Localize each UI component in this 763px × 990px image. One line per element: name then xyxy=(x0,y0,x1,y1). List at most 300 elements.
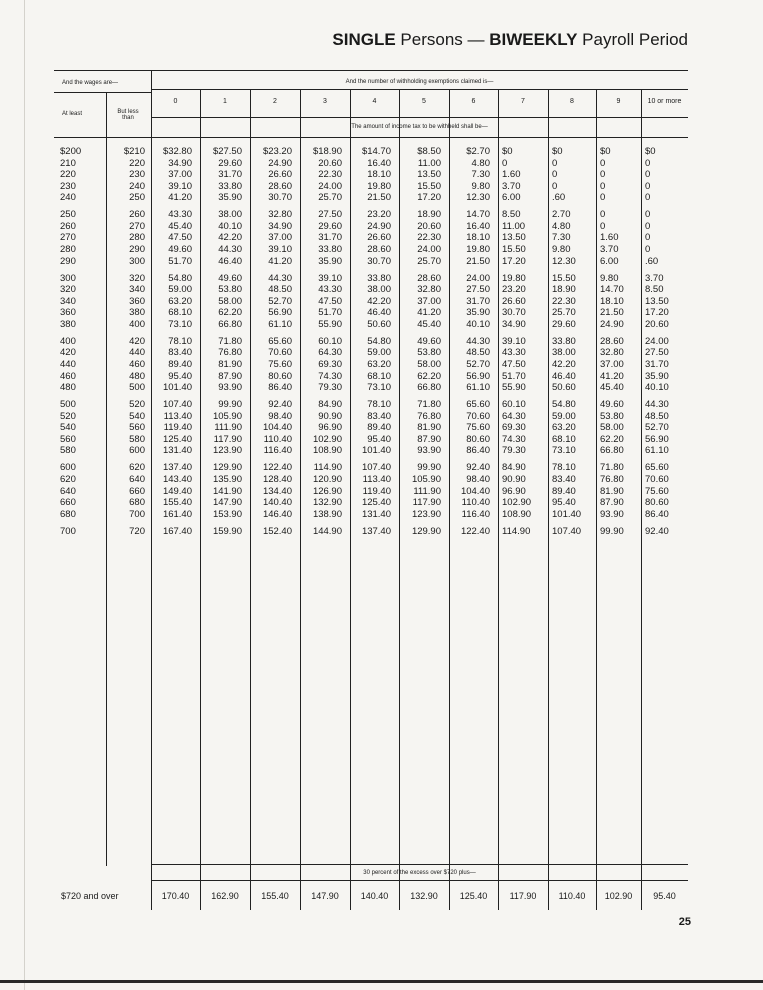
exemption-column-number: 1 xyxy=(223,98,227,105)
table-cell: 93.90 xyxy=(417,445,441,457)
table-cell: 3.70 xyxy=(600,244,619,256)
table-cell: 260 xyxy=(60,220,76,232)
over-value-cell: 162.90 xyxy=(211,891,239,901)
table-cell: 9.80 xyxy=(471,180,490,192)
table-cell: 0 xyxy=(645,232,651,244)
table-cell: 111.90 xyxy=(413,485,441,497)
table-cell: 65.60 xyxy=(645,462,669,474)
table-cell: 87.90 xyxy=(218,370,242,382)
rule-column-divider xyxy=(498,89,499,910)
over-value-cell: 132.90 xyxy=(410,891,438,901)
table-cell: 149.40 xyxy=(162,485,192,497)
table-cell: 128.40 xyxy=(262,473,292,485)
table-cell: 43.30 xyxy=(318,284,342,296)
table-cell: 79.30 xyxy=(502,445,526,457)
table-cell: 11.00 xyxy=(417,157,441,169)
table-cell: 146.40 xyxy=(262,508,292,520)
table-cell: 600 xyxy=(129,445,145,457)
exemption-column-number: 6 xyxy=(471,98,476,105)
table-cell: 260 xyxy=(129,209,145,221)
table-cell: 41.20 xyxy=(168,192,192,204)
table-cell: 0 xyxy=(645,169,651,181)
table-cell: 540 xyxy=(60,422,76,434)
table-cell: 460 xyxy=(129,358,145,370)
exemption-column-number: 4 xyxy=(372,98,377,105)
table-cell: 87.90 xyxy=(600,497,624,509)
table-cell: 43.30 xyxy=(168,209,192,221)
table-cell: 27.50 xyxy=(466,284,490,296)
table-cell: 61.10 xyxy=(466,382,490,394)
table-cell: 16.40 xyxy=(466,220,490,232)
table-cell: 46.40 xyxy=(367,307,391,319)
amount-withheld-header: The amount of income tax to be withheld shall be— xyxy=(351,124,488,130)
table-cell: 90.90 xyxy=(502,473,526,485)
table-cell: 39.10 xyxy=(318,272,342,284)
table-cell: 99.90 xyxy=(218,399,242,411)
table-cell: 7.30 xyxy=(552,232,571,244)
table-cell: 31.70 xyxy=(466,295,490,307)
rule-wages-divider xyxy=(106,92,107,866)
table-cell: 480 xyxy=(129,370,145,382)
table-cell: 42.20 xyxy=(367,295,391,307)
table-cell: 95.40 xyxy=(168,370,192,382)
table-cell: 30.70 xyxy=(367,255,391,267)
table-cell: 75.60 xyxy=(645,485,669,497)
table-cell: 250 xyxy=(129,192,145,204)
table-cell: 59.00 xyxy=(367,347,391,359)
table-cell: 240 xyxy=(60,192,76,204)
exemption-column-number: 3 xyxy=(323,98,327,105)
table-cell: 53.80 xyxy=(218,284,242,296)
table-cell: 49.60 xyxy=(417,335,441,347)
excess-note: 30 percent of the excess over $720 plus— xyxy=(363,870,476,876)
table-cell: 680 xyxy=(60,508,76,520)
table-cell: 230 xyxy=(60,180,76,192)
exemption-column-number: 9 xyxy=(616,98,621,105)
table-cell: 159.90 xyxy=(212,525,242,537)
rule-column-divider xyxy=(399,89,400,910)
table-cell: 300 xyxy=(60,272,76,284)
table-cell: 16.40 xyxy=(367,157,391,169)
table-cell: 35.90 xyxy=(218,192,242,204)
table-cell: 0 xyxy=(600,180,606,192)
table-cell: 17.20 xyxy=(502,255,526,267)
table-cell: 78.10 xyxy=(168,335,192,347)
table-cell: 0 xyxy=(552,169,558,181)
table-cell: 400 xyxy=(60,335,76,347)
table-cell: 80.60 xyxy=(268,370,292,382)
table-cell: 8.50 xyxy=(645,284,664,296)
table-cell: 89.40 xyxy=(367,422,391,434)
table-cell: 31.70 xyxy=(645,358,669,370)
table-cell: 47.50 xyxy=(318,295,342,307)
table-cell: 300 xyxy=(129,255,145,267)
table-cell: 105.90 xyxy=(411,473,441,485)
table-cell: 101.40 xyxy=(162,382,192,394)
table-cell: 620 xyxy=(60,473,76,485)
over-label: $720 and over xyxy=(61,891,119,901)
table-cell: 86.40 xyxy=(268,382,292,394)
scan-edge xyxy=(24,0,25,990)
exemption-column-number: 8 xyxy=(570,98,574,105)
table-cell: 135.90 xyxy=(212,473,242,485)
table-cell: 35.90 xyxy=(466,307,490,319)
table-cell: 111.90 xyxy=(214,422,242,434)
table-cell: 39.10 xyxy=(168,180,192,192)
table-cell: 210 xyxy=(60,157,76,169)
table-cell: 220 xyxy=(60,169,76,181)
table-cell: 33.80 xyxy=(367,272,391,284)
table-cell: 48.50 xyxy=(645,410,669,422)
table-cell: 78.10 xyxy=(552,462,576,474)
table-cell: 37.00 xyxy=(600,358,624,370)
table-cell: 23.20 xyxy=(502,284,526,296)
table-cell: 520 xyxy=(60,410,76,422)
table-cell: 24.90 xyxy=(367,220,391,232)
table-cell: 98.40 xyxy=(268,410,292,422)
table-cell: 58.00 xyxy=(600,422,624,434)
table-cell: 137.40 xyxy=(361,525,391,537)
table-cell: 11.00 xyxy=(502,220,526,232)
table-cell: 0 xyxy=(645,209,651,221)
column-exemptions-6 xyxy=(453,146,490,537)
table-cell: 93.90 xyxy=(218,382,242,394)
table-cell: 22.30 xyxy=(417,232,441,244)
table-cell: 126.90 xyxy=(312,485,342,497)
table-cell: 0 xyxy=(502,157,508,169)
table-cell: 64.30 xyxy=(318,347,342,359)
table-cell: 290 xyxy=(60,255,76,267)
table-cell: 117.90 xyxy=(213,433,242,445)
table-cell: 29.60 xyxy=(218,157,242,169)
table-cell: $23.20 xyxy=(262,146,292,157)
table-cell: 30.70 xyxy=(268,192,292,204)
table-cell: 12.30 xyxy=(466,192,490,204)
table-cell: 56.90 xyxy=(268,307,292,319)
table-cell: 18.10 xyxy=(367,169,391,181)
at-least-header: At least xyxy=(62,111,83,117)
table-cell: 29.60 xyxy=(552,318,576,330)
over-value-cell: 147.90 xyxy=(311,891,339,901)
table-cell: 32.80 xyxy=(268,209,292,221)
table-cell: 15.50 xyxy=(417,180,441,192)
table-cell: 55.90 xyxy=(318,318,342,330)
table-cell: 660 xyxy=(60,497,76,509)
table-cell: 98.40 xyxy=(466,473,490,485)
table-cell: 104.40 xyxy=(460,485,490,497)
table-cell: 0 xyxy=(645,192,651,204)
table-cell: 141.90 xyxy=(212,485,242,497)
table-cell: 640 xyxy=(60,485,76,497)
table-cell: 20.60 xyxy=(318,157,342,169)
table-cell: 37.00 xyxy=(417,295,441,307)
table-cell: 113.40 xyxy=(362,473,391,485)
column-but-less-than xyxy=(108,146,145,537)
table-cell: 108.90 xyxy=(312,445,342,457)
table-cell: 44.30 xyxy=(218,244,242,256)
table-cell: 102.90 xyxy=(502,497,532,509)
rule-under-column-numbers xyxy=(151,117,688,118)
table-cell: 95.40 xyxy=(367,433,391,445)
table-cell: 131.40 xyxy=(162,445,192,457)
table-cell: 23.20 xyxy=(367,209,391,221)
table-cell: 44.30 xyxy=(466,335,490,347)
table-cell: 83.40 xyxy=(367,410,391,422)
table-cell: 68.10 xyxy=(552,433,576,445)
table-cell: 30.70 xyxy=(502,307,526,319)
table-cell: .60 xyxy=(645,255,659,267)
table-cell: 140.40 xyxy=(262,497,292,509)
table-cell: 74.30 xyxy=(318,370,342,382)
table-cell: 66.80 xyxy=(417,382,441,394)
table-cell: 63.20 xyxy=(552,422,576,434)
rule-column-divider xyxy=(641,89,642,910)
table-cell: 460 xyxy=(60,370,76,382)
table-cell: 45.40 xyxy=(168,220,192,232)
table-cell: $8.50 xyxy=(417,146,441,157)
table-cell: 125.40 xyxy=(162,433,192,445)
table-cell: 19.80 xyxy=(502,272,526,284)
exemption-column-number: 0 xyxy=(173,98,178,105)
table-cell: 101.40 xyxy=(361,445,391,457)
table-cell: 47.50 xyxy=(168,232,192,244)
table-cell: 125.40 xyxy=(361,497,391,509)
table-cell: 320 xyxy=(129,272,145,284)
table-cell: 4.80 xyxy=(552,220,571,232)
page-title: SINGLE Persons — BIWEEKLY Payroll Period xyxy=(332,30,688,49)
table-cell: 25.70 xyxy=(318,192,342,204)
rule-over-mid xyxy=(151,880,688,881)
table-cell: 31.70 xyxy=(218,169,242,181)
table-cell: 24.00 xyxy=(466,272,490,284)
table-cell: 14.70 xyxy=(466,209,490,221)
table-cell: 49.60 xyxy=(168,244,192,256)
table-cell: $0 xyxy=(645,146,656,157)
table-cell: 48.50 xyxy=(466,347,490,359)
table-cell: 480 xyxy=(60,382,76,394)
table-cell: 58.00 xyxy=(218,295,242,307)
table-cell: 70.60 xyxy=(268,347,292,359)
table-cell: 110.40 xyxy=(461,497,490,509)
table-cell: 440 xyxy=(60,358,76,370)
table-cell: 320 xyxy=(60,284,76,296)
table-cell: 105.90 xyxy=(212,410,242,422)
table-cell: 25.70 xyxy=(552,307,576,319)
table-cell: 79.30 xyxy=(318,382,342,394)
table-cell: 61.10 xyxy=(268,318,292,330)
table-cell: 3.70 xyxy=(502,180,521,192)
table-cell: 33.80 xyxy=(552,335,576,347)
column-exemptions-1 xyxy=(204,146,242,537)
rule-column-divider xyxy=(449,89,450,910)
but-less-than-header: But less than xyxy=(117,109,139,121)
table-cell: 66.80 xyxy=(600,445,624,457)
table-cell: 62.20 xyxy=(218,307,242,319)
table-cell: 59.00 xyxy=(552,410,576,422)
table-cell: 42.20 xyxy=(218,232,242,244)
table-cell: 7.30 xyxy=(471,169,490,181)
over-value-cell: 95.40 xyxy=(653,891,676,901)
table-cell: 28.60 xyxy=(268,180,292,192)
table-cell: 138.90 xyxy=(312,508,342,520)
table-cell: 49.60 xyxy=(600,399,624,411)
table-cell: 13.50 xyxy=(645,295,669,307)
table-cell: 58.00 xyxy=(417,358,441,370)
table-cell: 0 xyxy=(645,244,651,256)
table-cell: 59.00 xyxy=(168,284,192,296)
table-cell: 110.40 xyxy=(263,433,292,445)
table-cell: 45.40 xyxy=(417,318,441,330)
table-cell: 84.90 xyxy=(502,462,526,474)
table-cell: 92.40 xyxy=(268,399,292,411)
table-cell: 51.70 xyxy=(168,255,192,267)
table-cell: 0 xyxy=(645,220,651,232)
table-cell: 51.70 xyxy=(318,307,342,319)
table-cell: 68.10 xyxy=(367,370,391,382)
table-cell: 114.90 xyxy=(313,462,342,474)
table-cell: 65.60 xyxy=(466,399,490,411)
table-cell: 31.70 xyxy=(318,232,342,244)
table-cell: 580 xyxy=(129,433,145,445)
table-cell: 700 xyxy=(129,508,145,520)
table-cell: 33.80 xyxy=(318,244,342,256)
table-cell: 43.30 xyxy=(502,347,526,359)
table-cell: 18.10 xyxy=(600,295,624,307)
table-cell: 620 xyxy=(129,462,145,474)
table-cell: 19.80 xyxy=(367,180,391,192)
table-cell: 24.90 xyxy=(600,318,624,330)
table-cell: 540 xyxy=(129,410,145,422)
rule-header-bottom xyxy=(54,137,688,138)
table-cell: 107.40 xyxy=(361,462,391,474)
column-exemptions-9 xyxy=(600,146,633,537)
table-cell: 61.10 xyxy=(645,445,669,457)
table-cell: 38.00 xyxy=(367,284,391,296)
table-cell: 53.80 xyxy=(600,410,624,422)
table-cell: 44.30 xyxy=(645,399,669,411)
table-cell: 71.80 xyxy=(417,399,441,411)
table-cell: 107.40 xyxy=(552,525,582,537)
table-cell: 8.50 xyxy=(502,209,521,221)
over-value-cell: 117.90 xyxy=(509,891,537,901)
table-cell: 47.50 xyxy=(502,358,526,370)
table-cell: 81.90 xyxy=(417,422,441,434)
table-cell: 46.40 xyxy=(218,255,242,267)
rule-top xyxy=(54,70,688,71)
table-cell: 13.50 xyxy=(417,169,441,181)
column-exemptions-4 xyxy=(354,146,391,537)
rule-column-divider xyxy=(350,89,351,910)
table-cell: 270 xyxy=(129,220,145,232)
table-cell: 4.80 xyxy=(471,157,490,169)
column-exemptions-5 xyxy=(403,146,441,537)
table-cell: 62.20 xyxy=(600,433,624,445)
table-cell: 120.90 xyxy=(312,473,342,485)
table-cell: 360 xyxy=(60,307,76,319)
table-cell: 24.00 xyxy=(417,244,441,256)
table-cell: 108.90 xyxy=(502,508,532,520)
table-cell: 18.90 xyxy=(552,284,576,296)
table-cell: 44.30 xyxy=(268,272,292,284)
column-exemptions-7 xyxy=(502,146,540,537)
table-cell: $210 xyxy=(123,146,145,157)
table-cell: 81.90 xyxy=(600,485,624,497)
table-cell: .60 xyxy=(552,192,566,204)
table-cell: 34.90 xyxy=(168,157,192,169)
table-cell: 15.50 xyxy=(552,272,576,284)
table-cell: 54.80 xyxy=(168,272,192,284)
table-cell: $32.80 xyxy=(162,146,192,157)
table-cell: 90.90 xyxy=(318,410,342,422)
table-cell: 48.50 xyxy=(268,284,292,296)
exemption-column-number: 2 xyxy=(273,98,277,105)
table-cell: 76.80 xyxy=(218,347,242,359)
table-cell: 69.30 xyxy=(318,358,342,370)
table-cell: 65.60 xyxy=(268,335,292,347)
table-cell: 32.80 xyxy=(417,284,441,296)
table-cell: 25.70 xyxy=(417,255,441,267)
rule-over-top xyxy=(151,864,688,865)
column-exemptions-3 xyxy=(304,146,342,537)
table-cell: 71.80 xyxy=(218,335,242,347)
table-cell: 113.40 xyxy=(163,410,192,422)
table-cell: 92.40 xyxy=(645,525,669,537)
table-cell: 64.30 xyxy=(502,410,526,422)
column-exemptions-0 xyxy=(155,146,192,537)
table-cell: 280 xyxy=(60,244,76,256)
table-cell: 56.90 xyxy=(466,370,490,382)
rule-column-divider xyxy=(200,89,201,910)
table-cell: 69.30 xyxy=(502,422,526,434)
table-cell: 81.90 xyxy=(218,358,242,370)
table-cell: 102.90 xyxy=(312,433,342,445)
table-cell: 46.40 xyxy=(552,370,576,382)
table-cell: 340 xyxy=(129,284,145,296)
table-cell: 1.60 xyxy=(502,169,521,181)
table-cell: 66.80 xyxy=(218,318,242,330)
table-cell: 55.90 xyxy=(502,382,526,394)
table-cell: 9.80 xyxy=(552,244,571,256)
table-cell: 27.50 xyxy=(645,347,669,359)
table-cell: 33.80 xyxy=(218,180,242,192)
page-number: 25 xyxy=(678,916,691,928)
table-cell: 123.90 xyxy=(212,445,242,457)
table-cell: 62.20 xyxy=(417,370,441,382)
table-cell: 70.60 xyxy=(466,410,490,422)
table-cell: 38.00 xyxy=(552,347,576,359)
table-cell: 26.60 xyxy=(367,232,391,244)
table-cell: 0 xyxy=(552,180,558,192)
table-cell: 96.90 xyxy=(318,422,342,434)
table-cell: $2.70 xyxy=(466,146,490,157)
table-cell: 101.40 xyxy=(552,508,582,520)
table-cell: 28.60 xyxy=(600,335,624,347)
exemptions-header: And the number of withholding exemptions claimed is— xyxy=(345,79,494,85)
table-cell: 54.80 xyxy=(552,399,576,411)
table-cell: 54.80 xyxy=(367,335,391,347)
table-cell: 50.60 xyxy=(367,318,391,330)
table-cell: 89.40 xyxy=(168,358,192,370)
table-cell: 34.90 xyxy=(502,318,526,330)
table-cell: 132.90 xyxy=(312,497,342,509)
rule-column-divider xyxy=(250,89,251,910)
table-cell: 560 xyxy=(129,422,145,434)
table-cell: $27.50 xyxy=(212,146,242,157)
table-cell: 500 xyxy=(60,399,76,411)
table-cell: 17.20 xyxy=(645,307,669,319)
table-cell: 580 xyxy=(60,445,76,457)
table-cell: 14.70 xyxy=(600,284,624,296)
